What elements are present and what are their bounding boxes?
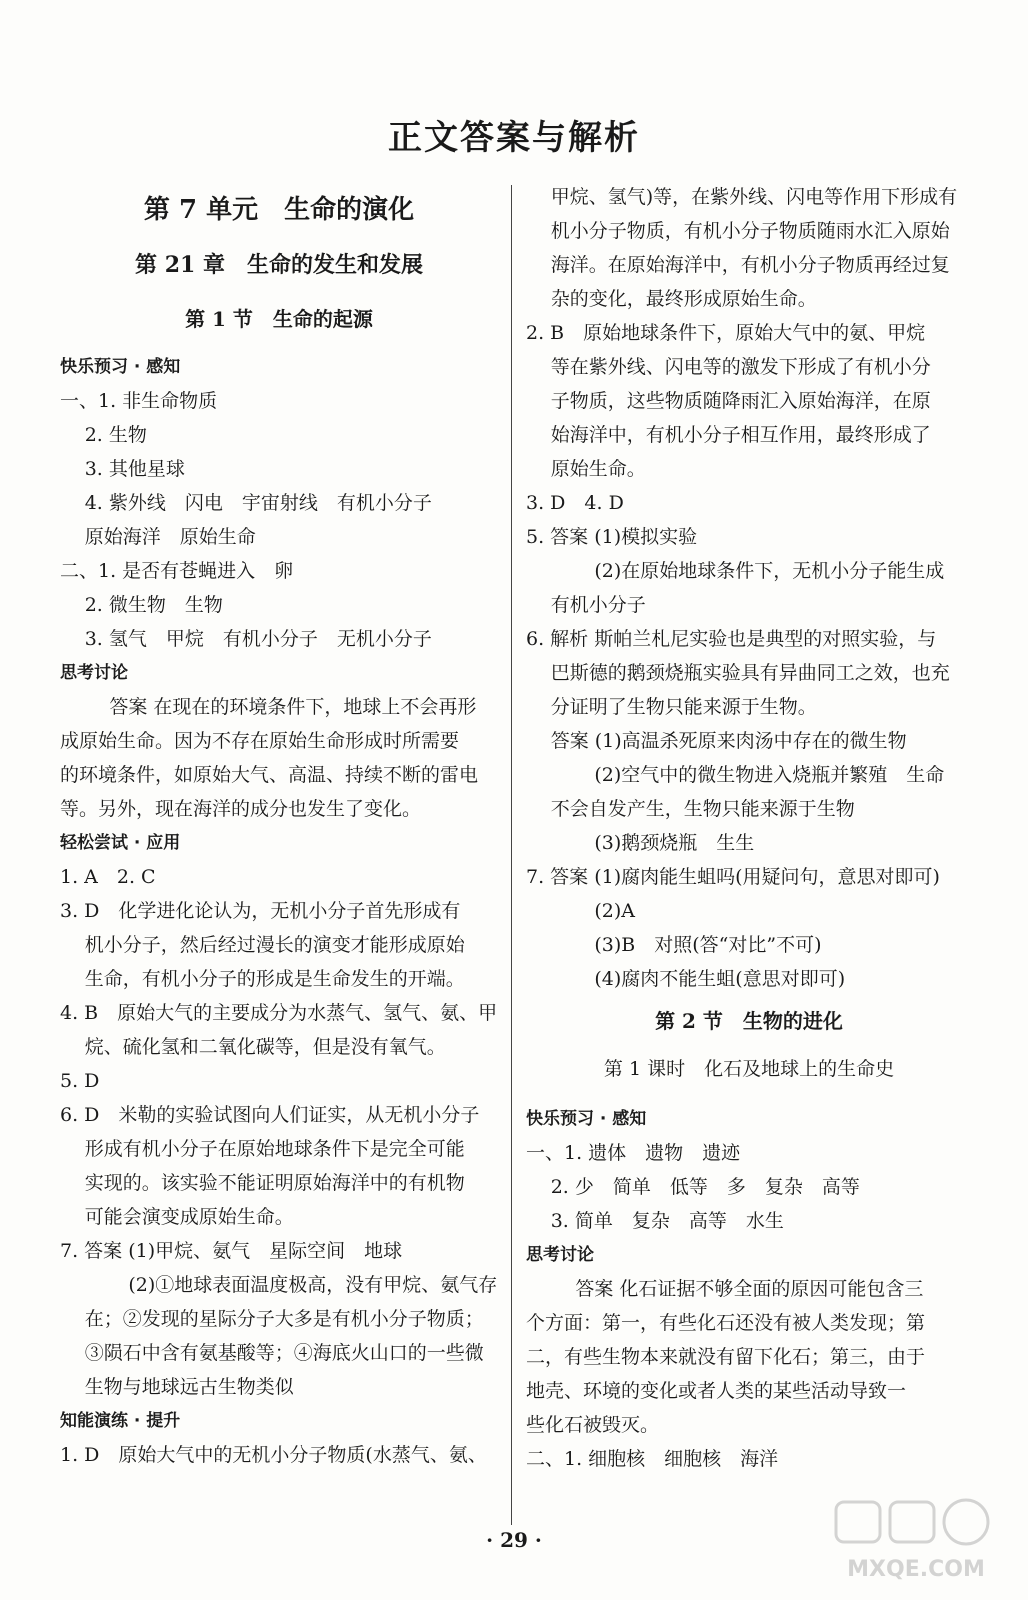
answer-line: 7. 答案 (1)甲烷、氨气 星际空间 地球 xyxy=(60,1240,403,1262)
answer-line: 答案 在现在的环境条件下，地球上不会再形 xyxy=(109,696,477,718)
answer-line: 答案 (1)高温杀死原来肉汤中存在的微生物 xyxy=(550,730,907,752)
block-heading: 思考讨论 xyxy=(60,663,128,683)
answer-line: 等在紫外线、闪电等的激发下形成了有机小分 xyxy=(550,356,931,378)
answer-line: 子物质，这些物质随降雨汇入原始海洋，在原 xyxy=(550,390,931,412)
lesson-heading: 第 1 课时 化石及地球上的生命史 xyxy=(603,1058,895,1080)
answer-line: 些化石被毁灭。 xyxy=(526,1414,660,1436)
answer-line: 1. A 2. C xyxy=(60,866,156,888)
answer-line: 1. D 原始大气中的无机小分子物质(水蒸气、氨、 xyxy=(60,1444,487,1466)
answer-line: ③陨石中含有氨基酸等；④海底火山口的一些微 xyxy=(84,1342,484,1364)
unit-heading: 第 7 单元 生命的演化 xyxy=(143,195,415,225)
answer-line: 地壳、环境的变化或者人类的某些活动导致一 xyxy=(526,1380,907,1402)
answer-line: 4. B 原始大气的主要成分为水蒸气、氢气、氨、甲 xyxy=(60,1002,498,1024)
page-number: · 29 · xyxy=(486,1528,542,1552)
answer-line: (3)B 对照(答“对比”不可) xyxy=(594,934,822,956)
block-heading: 知能演练 · 提升 xyxy=(60,1411,181,1431)
answer-line: (3)鹅颈烧瓶 生生 xyxy=(594,832,755,854)
answer-line: (2)①地球表面温度极高，没有甲烷、氨气存 xyxy=(128,1274,498,1296)
answer-line: 有机小分子 xyxy=(550,594,646,616)
answer-line: 生物与地球远古生物类似 xyxy=(84,1376,294,1398)
block-heading: 思考讨论 xyxy=(526,1245,594,1265)
answer-line: (2)空气中的微生物进入烧瓶并繁殖 生命 xyxy=(594,764,945,786)
answer-line: 等。另外，现在海洋的成分也发生了变化。 xyxy=(60,798,422,820)
right-column xyxy=(526,180,972,1476)
left-column xyxy=(60,180,498,1472)
answer-line: 机小分子物质，有机小分子物质随雨水汇入原始 xyxy=(550,220,950,242)
answer-line: 2. 微生物 生物 xyxy=(84,594,223,616)
answer-line: 6. D 米勒的实验试图向人们证实，从无机小分子 xyxy=(60,1104,480,1126)
answer-line: 2. 生物 xyxy=(84,424,147,446)
answer-line: 一、1. 遗体 遗物 遗迹 xyxy=(526,1142,741,1164)
answer-line: 甲烷、氢气)等，在紫外线、闪电等作用下形成有 xyxy=(550,186,958,208)
answer-line: 个方面：第一，有些化石还没有被人类发现；第 xyxy=(526,1312,926,1334)
answer-line: 3. 氢气 甲烷 有机小分子 无机小分子 xyxy=(84,628,432,650)
block-heading: 轻松尝试 · 应用 xyxy=(60,833,181,853)
answer-line: 实现的。该实验不能证明原始海洋中的有机物 xyxy=(84,1172,465,1194)
answer-line: 一、1. 非生命物质 xyxy=(60,390,218,412)
answer-line: (2)在原始地球条件下，无机小分子能生成 xyxy=(594,560,945,582)
answer-line: 机小分子，然后经过漫长的演变才能形成原始 xyxy=(84,934,465,956)
answer-line: 3. D 化学进化论认为，无机小分子首先形成有 xyxy=(60,900,461,922)
answer-line: 答案 化石证据不够全面的原因可能包含三 xyxy=(575,1278,924,1300)
answer-line: 分证明了生物只能来源于生物。 xyxy=(550,696,817,718)
answer-line: 2. 少 简单 低等 多 复杂 高等 xyxy=(550,1176,860,1198)
answer-line: 4. 紫外线 闪电 宇宙射线 有机小分子 xyxy=(84,492,432,514)
answer-line: 二，有些生物本来就没有留下化石；第三，由于 xyxy=(526,1346,926,1368)
answer-line: 5. 答案 (1)模拟实验 xyxy=(526,526,698,548)
answer-line: 原始海洋 原始生命 xyxy=(84,526,256,548)
block-heading: 快乐预习 · 感知 xyxy=(60,357,181,377)
answer-line: 生命，有机小分子的形成是生命发生的开端。 xyxy=(84,968,465,990)
section-heading: 第 2 节 生物的进化 xyxy=(655,1009,843,1033)
answer-line: 二、1. 是否有苍蝇进入 卵 xyxy=(60,560,294,582)
answer-line: 可能会演变成原始生命。 xyxy=(84,1206,294,1228)
answer-line: 烷、硫化氢和二氧化碳等，但是没有氧气。 xyxy=(84,1036,446,1058)
answer-line: 形成有机小分子在原始地球条件下是完全可能 xyxy=(84,1138,465,1160)
answer-line: 二、1. 细胞核 细胞核 海洋 xyxy=(526,1448,779,1470)
watermark-logo xyxy=(816,1494,1016,1594)
answer-line: 2. B 原始地球条件下，原始大气中的氨、甲烷 xyxy=(526,322,926,344)
block-heading: 快乐预习 · 感知 xyxy=(526,1109,647,1129)
answer-line: 始海洋中，有机小分子相互作用，最终形成了 xyxy=(550,424,931,446)
answer-line: 7. 答案 (1)腐肉能生蛆吗(用疑问句，意思对即可) xyxy=(526,866,940,888)
answer-line: 海洋。在原始海洋中，有机小分子物质再经过复 xyxy=(550,254,950,276)
answer-line: 不会自发产生，生物只能来源于生物 xyxy=(550,798,855,820)
answer-line: (4)腐肉不能生蛆(意思对即可) xyxy=(594,968,846,990)
answer-line: 在；②发现的星际分子大多是有机小分子物质； xyxy=(84,1308,484,1330)
section-heading: 第 1 节 生命的起源 xyxy=(185,307,373,331)
answer-line: 3. 其他星球 xyxy=(84,458,185,480)
answer-line: 5. D xyxy=(60,1070,100,1092)
answer-line: 成原始生命。因为不存在原始生命形成时所需要 xyxy=(60,730,460,752)
answer-line: 3. 简单 复杂 高等 水生 xyxy=(550,1210,784,1232)
answer-line: 的环境条件，如原始大气、高温、持续不断的雷电 xyxy=(60,764,479,786)
answer-line: 3. D 4. D xyxy=(526,492,624,514)
answer-line: 杂的变化，最终形成原始生命。 xyxy=(550,288,817,310)
watermark-text: MXQE.COM xyxy=(847,1557,985,1582)
column-divider xyxy=(511,185,512,1525)
page-title: 正文答案与解析 xyxy=(388,118,640,158)
answer-line: 原始生命。 xyxy=(550,458,646,480)
answer-line: (2)A xyxy=(594,900,636,922)
answer-line: 巴斯德的鹅颈烧瓶实验具有异曲同工之效，也充 xyxy=(550,662,950,684)
chapter-heading: 第 21 章 生命的发生和发展 xyxy=(135,252,423,278)
answer-line: 6. 解析 斯帕兰札尼实验也是典型的对照实验，与 xyxy=(526,628,937,650)
